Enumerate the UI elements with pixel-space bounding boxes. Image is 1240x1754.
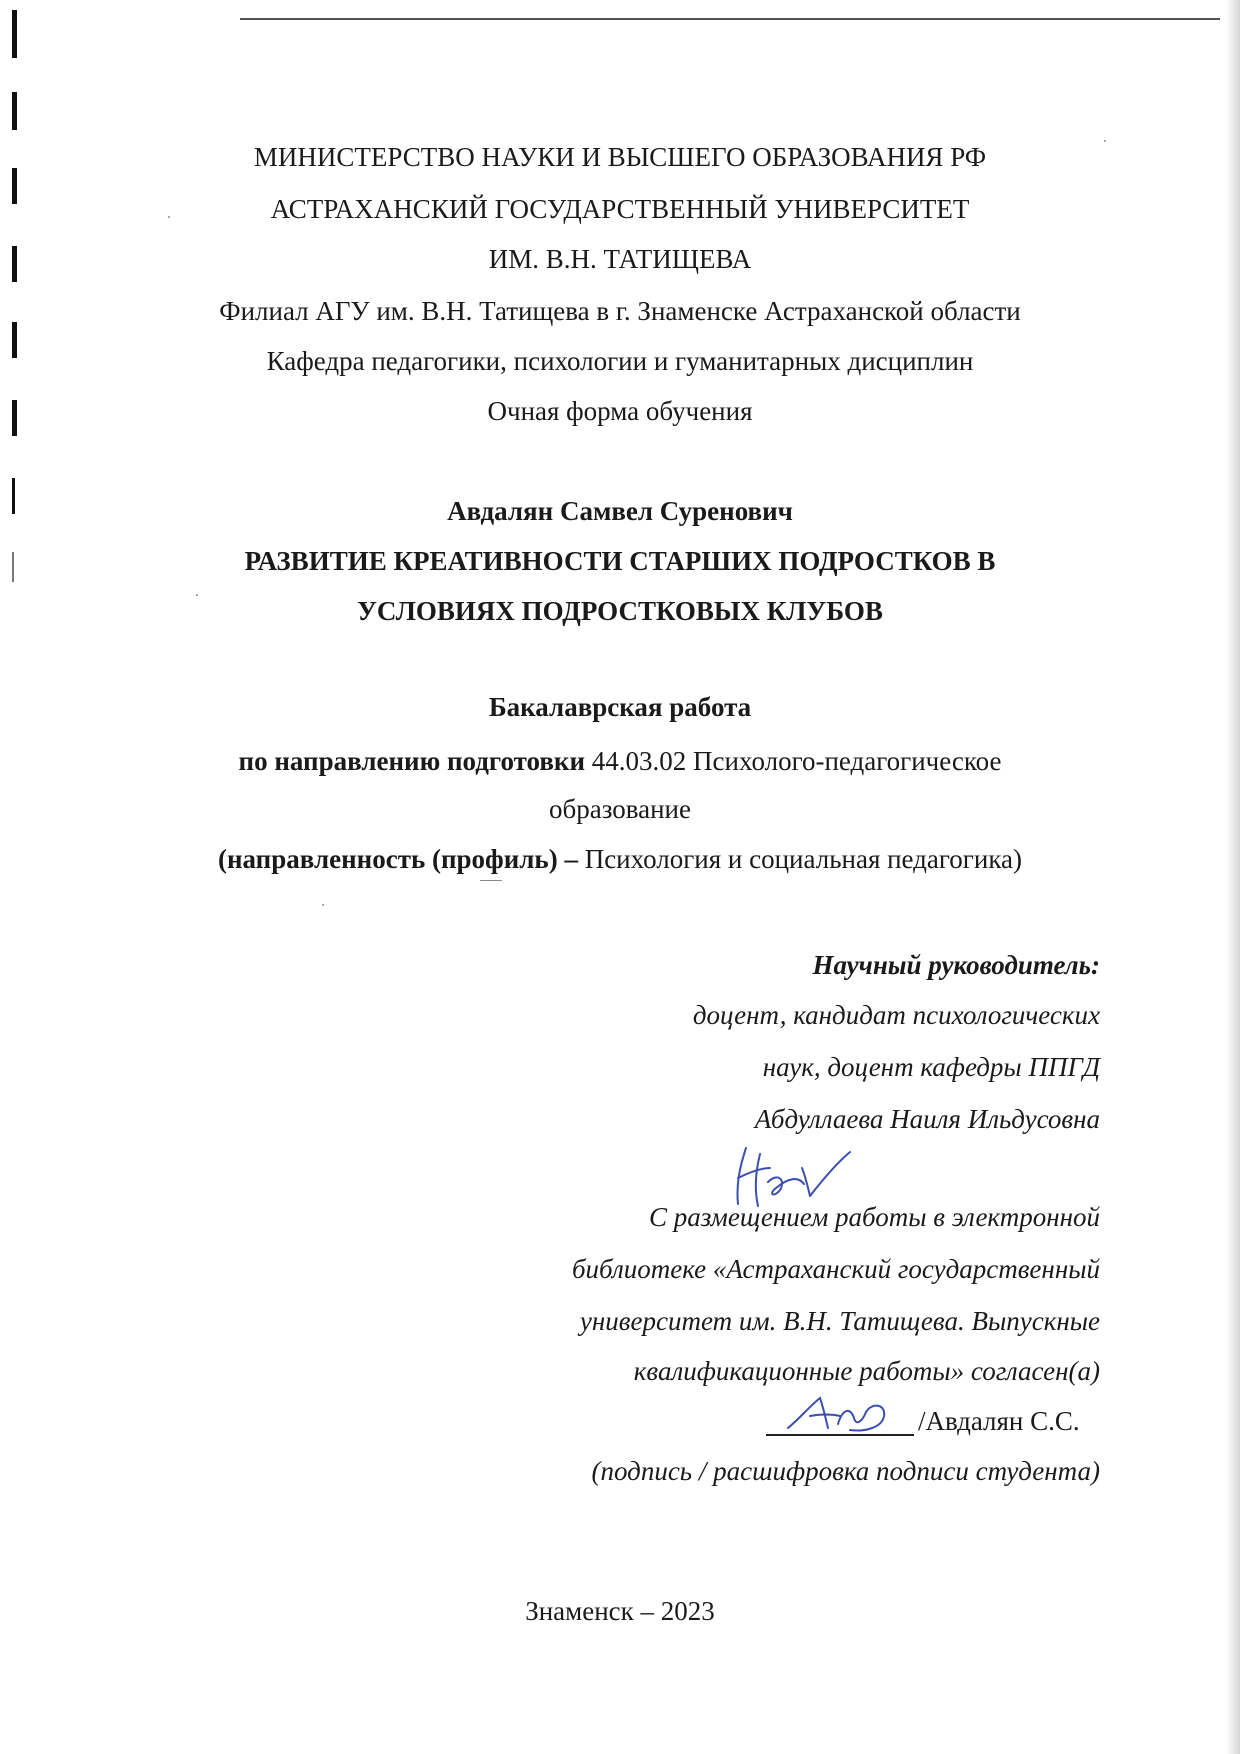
supervisor-name: Абдуллаева Наиля Ильдусовна (754, 1104, 1100, 1134)
binding-mark (12, 10, 17, 58)
top-rule (240, 18, 1220, 20)
work-type: Бакалаврская работа (488, 692, 752, 722)
supervisor-heading: Научный руководитель: (812, 950, 1100, 980)
consent-line: библиотеке «Астраханский государственный (571, 1254, 1100, 1284)
consent-line: С размещением работы в электронной (648, 1202, 1100, 1232)
direction-label: по направлению подготовки (238, 746, 586, 776)
consent-line: квалификационные работы» согласен(а) (633, 1356, 1100, 1386)
direction-continuation: образование (549, 794, 691, 824)
binding-mark (12, 92, 17, 130)
direction-line (0, 746, 1240, 777)
consent-line: университет им. В.Н. Татищева. Выпускные (579, 1306, 1100, 1336)
place-year: Знаменск – 2023 (525, 1596, 715, 1626)
student-signature (780, 1388, 900, 1440)
supervisor-signature (724, 1138, 854, 1212)
branch-name: Филиал АГУ им. В.Н. Татищева в г. Знаменске Астраханской области (219, 296, 1021, 326)
profile-label: (направленность (профиль) – (217, 844, 578, 874)
profile-line (0, 844, 1240, 875)
profile-value: Психология и социальная педагогика) (577, 844, 1023, 874)
ministry-name: МИНИСТЕРСТВО НАУКИ И ВЫСШЕГО ОБРАЗОВАНИЯ РФ (253, 142, 987, 172)
scan-speck (322, 904, 324, 906)
direction-code: 44.03.02 Психолого-педагогическое (585, 746, 1002, 776)
department-name: Кафедра педагогики, психологии и гуманитарных дисциплин (266, 346, 974, 376)
university-named-after: ИМ. В.Н. ТАТИЩЕВА (488, 244, 752, 274)
author-name: Авдалян Самвел Суренович (447, 496, 793, 526)
university-name: АСТРАХАНСКИЙ ГОСУДАРСТВЕННЫЙ УНИВЕРСИТЕТ (270, 194, 970, 224)
thesis-title-line-1: РАЗВИТИЕ КРЕАТИВНОСТИ СТАРШИХ ПОДРОСТКОВ В (244, 546, 996, 576)
signature-caption: (подпись / расшифровка подписи студента) (591, 1456, 1100, 1486)
supervisor-line: наук, доцент кафедры ППГД (762, 1052, 1100, 1082)
student-name-signature: /Авдалян С.С. (918, 1406, 1080, 1436)
supervisor-line: доцент, кандидат психологических (692, 1000, 1100, 1030)
scan-speck (480, 880, 502, 881)
thesis-title-line-2: УСЛОВИЯХ ПОДРОСТКОВЫХ КЛУБОВ (357, 596, 883, 626)
study-form: Очная форма обучения (487, 396, 753, 426)
